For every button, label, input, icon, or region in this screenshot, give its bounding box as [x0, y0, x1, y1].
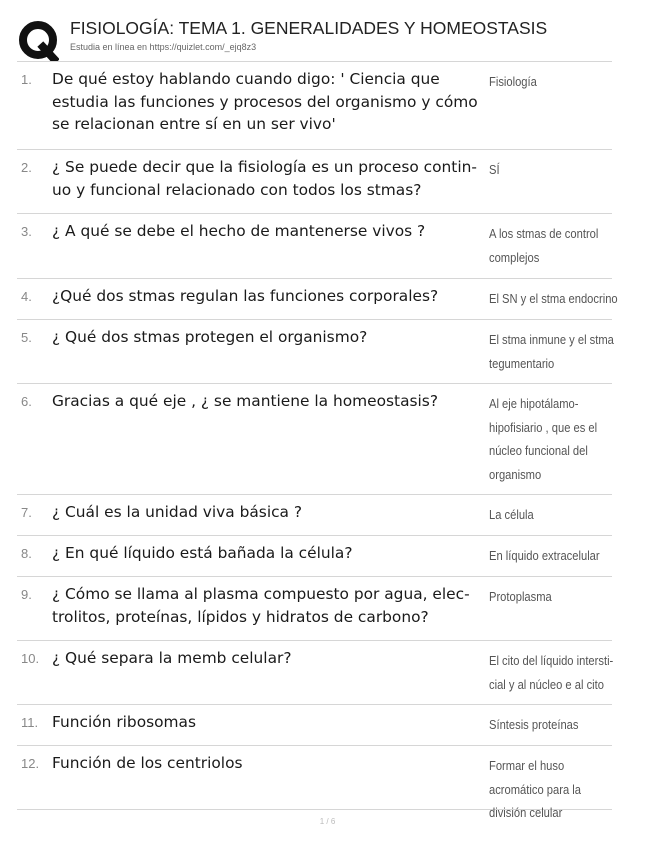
table-row: [17, 705, 612, 746]
question-text: Función ribosomas: [52, 713, 196, 731]
flashcard-table: [17, 61, 618, 820]
header: [17, 14, 617, 60]
row-number: 3.: [21, 224, 32, 239]
answer-text: Al eje hipotálamo-hipofisiario , que es el núcleo funcional del organismo: [489, 396, 598, 482]
row-number: 6.: [21, 394, 32, 409]
row-number: 11.: [21, 715, 39, 730]
table-row: [17, 62, 612, 150]
page-title: FISIOLOGÍA: TEMA 1. GENERALIDADES Y HOMEOSTASIS: [70, 18, 548, 38]
row-number: 10.: [21, 651, 40, 666]
row-number: 8.: [21, 546, 32, 561]
answer-text: El cito del líquido intersti-cial y al núcleo e al cito: [489, 653, 614, 692]
row-number: 5.: [21, 330, 32, 345]
question-text: ¿Qué dos stmas regulan las funciones corporales?: [52, 287, 439, 305]
question-text: ¿ Cómo se llama al plasma compuesto por agua, elec-trolitos, proteínas, lípidos y hidratos de carbono?: [52, 585, 470, 626]
question-text: Gracias a qué eje , ¿ se mantiene la homeostasis?: [52, 392, 438, 410]
answer-text: El SN y el stma endocrino: [489, 291, 618, 306]
row-number: 12.: [21, 756, 40, 771]
question-text: ¿ A qué se debe el hecho de mantenerse vivos ?: [52, 222, 426, 240]
table-row: [17, 384, 612, 495]
table-row: [17, 577, 612, 641]
table-row: [17, 536, 612, 577]
table-row: [17, 214, 612, 279]
answer-text: El stma inmune y el stma tegumentario: [489, 332, 614, 371]
answer-text: Formar el huso acromático para la división celular: [489, 758, 581, 820]
row-number: 2.: [21, 160, 32, 175]
question-text: ¿ Cuál es la unidad viva básica ?: [52, 503, 303, 521]
row-number: 4.: [21, 289, 32, 304]
row-number: 7.: [21, 505, 32, 520]
table-row: [17, 279, 618, 320]
question-text: Función de los centriolos: [52, 754, 243, 772]
table-row: [17, 746, 612, 820]
answer-text: Síntesis proteínas: [489, 717, 579, 732]
answer-text: Fisiología: [489, 74, 537, 89]
table-row: [17, 150, 612, 214]
table-row: [17, 320, 612, 384]
answer-text: SÍ: [489, 162, 500, 177]
row-number: 1.: [21, 72, 32, 87]
source-link[interactable]: Estudia en línea en https://quizlet.com/_ejq8z3: [70, 42, 257, 52]
answer-text: A los stmas de control complejos: [489, 226, 599, 265]
row-number: 9.: [21, 587, 32, 602]
question-text: ¿ Qué dos stmas protegen el organismo?: [52, 328, 368, 346]
question-text: De qué estoy hablando cuando digo: ' Ciencia que estudia las funciones y procesos del organismo y cómo se relacionan entre sí en un ser vivo': [52, 70, 478, 133]
table-row: [17, 495, 612, 536]
answer-text: La célula: [489, 507, 534, 522]
quizlet-logo-icon: [17, 20, 59, 62]
answer-text: Protoplasma: [489, 589, 552, 604]
question-text: ¿ En qué líquido está bañada la célula?: [52, 544, 353, 562]
question-text: ¿ Se puede decir que la fisiología es un proceso contin-uo y funcional relacionado con todos los stmas?: [52, 158, 477, 199]
answer-text: En líquido extracelular: [489, 548, 600, 563]
table-row: [17, 641, 612, 705]
question-text: ¿ Qué separa la memb celular?: [52, 649, 292, 667]
page-number: 1 / 6: [319, 817, 336, 826]
